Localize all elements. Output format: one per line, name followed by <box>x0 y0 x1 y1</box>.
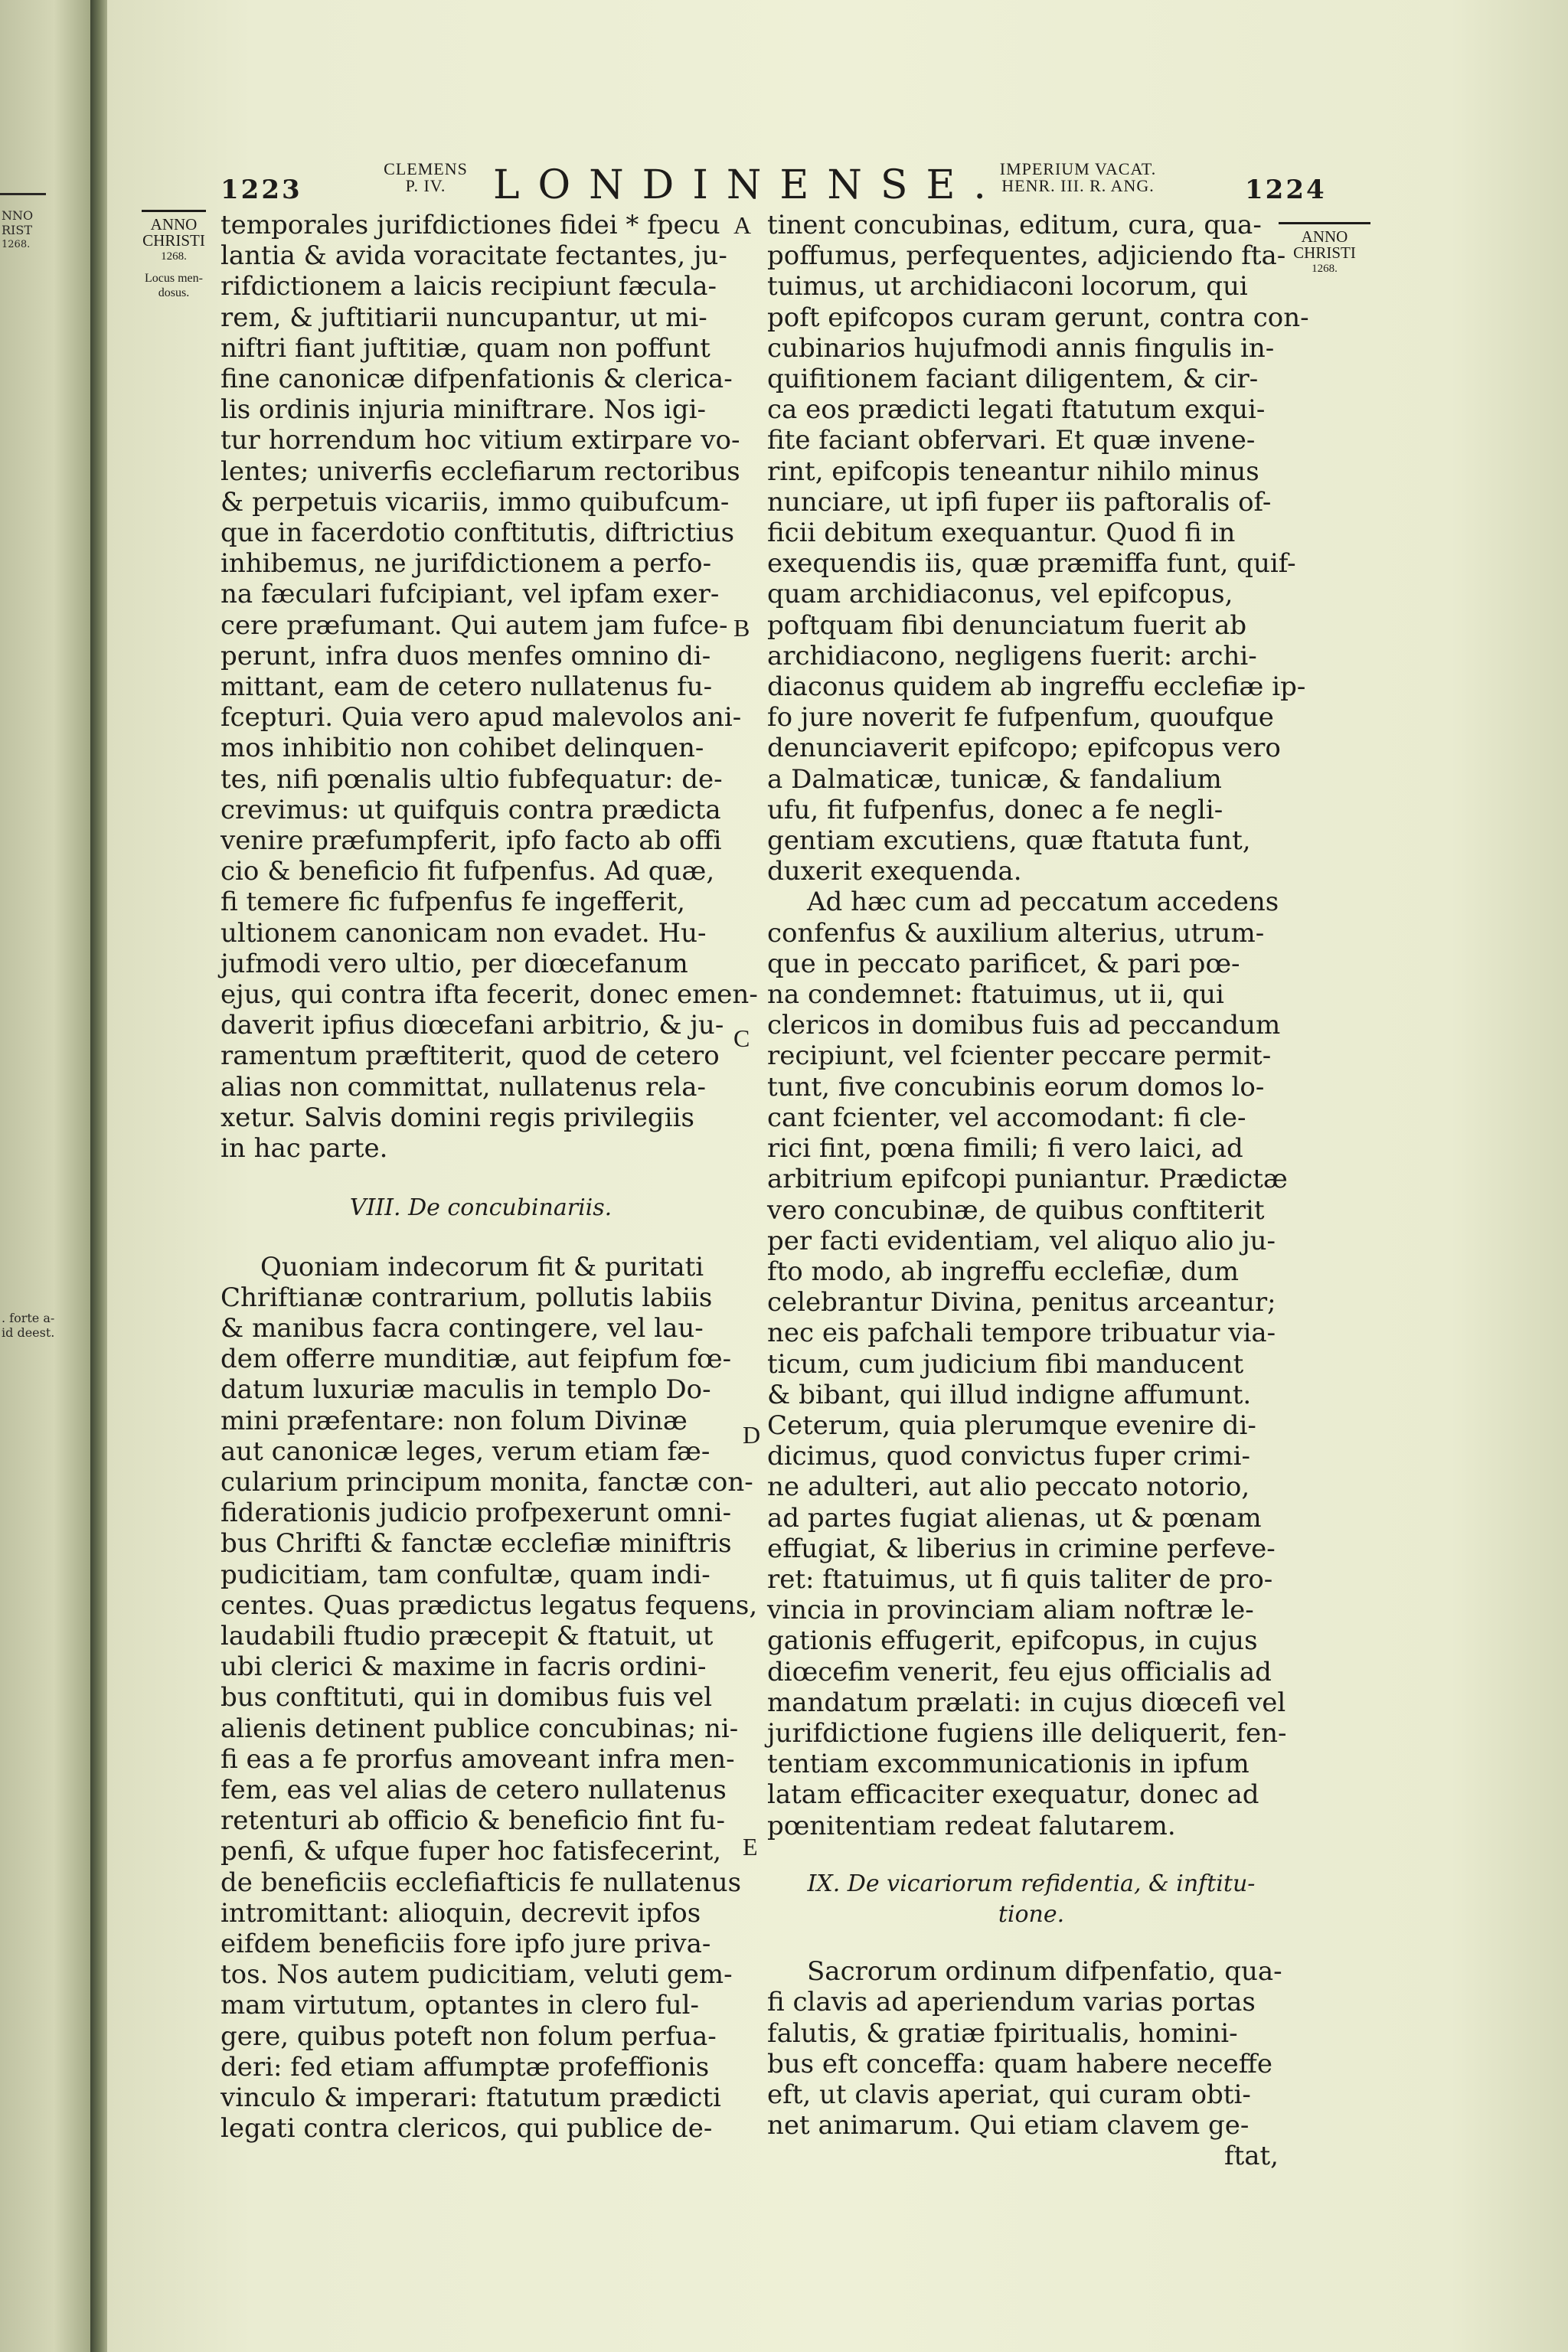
text-line: cubinarios hujufmodi annis fingulis in- <box>767 332 1275 364</box>
left-margin-anno <box>129 210 219 300</box>
text-line: centes. Quas prædictus legatus fequens, <box>220 1589 758 1621</box>
text-line: lentes; univerfis ecclefiarum rectoribus <box>220 456 740 487</box>
text-line: ticum, cum judicium fibi manducent <box>767 1348 1244 1380</box>
text-line: mittant, eam de cetero nullatenus fu- <box>220 671 713 703</box>
text-line: fo jure noverit fe fufpenfum, quoufque <box>767 702 1274 733</box>
text-line: quam archidiaconus, vel epifcopus, <box>767 579 1233 610</box>
prev-note-line: id deest. <box>2 1325 55 1340</box>
text-line: Ceterum, quia plerumque evenire di- <box>767 1410 1256 1441</box>
text-line: & bibant, qui illud indigne affumunt. <box>767 1379 1252 1410</box>
right-paragraph-1 <box>767 210 1309 887</box>
text-line: vinculo & imperari: ftatutum prædicti <box>220 2082 721 2113</box>
right-text-column <box>767 210 1309 2172</box>
text-line: net animarum. Qui etiam clavem ge- <box>767 2110 1250 2141</box>
text-line: inhibemus, ne jurifdictionem a perfo- <box>220 548 712 580</box>
text-line: gere, quibus poteft non folum perfua- <box>220 2020 717 2052</box>
catchword: ftat, <box>1224 2141 1279 2172</box>
section-letter-a: A <box>733 211 752 239</box>
text-line: ramentum præftiterit, quod de cetero <box>220 1040 720 1072</box>
text-line: fine canonicæ difpenfationis & clerica- <box>220 364 733 395</box>
text-line: cularium principum monita, fanctæ con- <box>220 1466 753 1498</box>
prev-note-line: RIST <box>2 223 32 237</box>
text-line: bus Chrifti & fanctæ ecclefiæ miniftris <box>220 1528 732 1560</box>
text-line: tuimus, ut archidiaconi locorum, qui <box>767 271 1248 302</box>
heading-line: tione. <box>998 1900 1065 1928</box>
previous-page-edge <box>0 0 90 2352</box>
text-line: penfi, & ufque fuper hoc fatisfecerint, <box>220 1836 722 1867</box>
text-line: diœcefim venerit, feu ejus officialis ad <box>767 1656 1272 1687</box>
text-line: fi temere fic fufpenfus fe ingefferit, <box>220 887 685 918</box>
text-line: poftquam fibi denunciatum fuerit ab <box>767 609 1247 641</box>
section-heading-viii: VIII. De concubinariis. <box>349 1194 612 1222</box>
text-line: tentiam excommunicationis in ipfum <box>767 1749 1250 1780</box>
margin-rule <box>0 193 46 195</box>
text-line: rici fint, pœna fimili; fi vero laici, ad <box>767 1133 1243 1165</box>
text-line: lantia & avida voracitate fectantes, ju- <box>220 240 727 272</box>
text-line: mam virtutum, optantes in clero ful- <box>220 1990 699 2021</box>
text-line: falutis, & gratiæ fpiritualis, homini- <box>767 2017 1238 2049</box>
running-head-line: CLEMENS <box>384 159 468 178</box>
text-line: vincia in provinciam aliam noftræ le- <box>767 1595 1254 1626</box>
text-line: tunt, five concubinis eorum domos lo- <box>767 1071 1265 1102</box>
christi-label: CHRISTI <box>142 231 205 250</box>
text-line: Sacrorum ordinum difpenfatio, qua- <box>807 1956 1282 1988</box>
text-line: de beneficiis ecclefiafticis fe nullatenus <box>220 1867 742 1898</box>
text-line: lis ordinis injuria miniftrare. Nos igi- <box>220 394 706 426</box>
text-line: na fæculari fufcipiant, vel ipfam exer- <box>220 579 720 610</box>
text-line: dem offerre munditiæ, aut feipfum fœ- <box>220 1344 732 1375</box>
text-line: eft, ut clavis aperiat, qui curam obti- <box>767 2079 1251 2110</box>
text-line: que in peccato parificet, & pari pœ- <box>767 948 1240 979</box>
text-line: fto modo, ab ingreffu ecclefiæ, dum <box>767 1256 1240 1287</box>
text-line: denunciaverit epifcopo; epifcopus vero <box>767 733 1281 764</box>
text-line: xetur. Salvis domini regis privilegiis <box>220 1102 694 1133</box>
text-line: deri: fed etiam affumptæ profeffionis <box>220 2051 710 2082</box>
left-paragraph-1 <box>220 210 758 1165</box>
section-letter-d: D <box>743 1421 761 1449</box>
text-line: legati contra clericos, qui publice de- <box>220 2113 713 2145</box>
margin-rule <box>142 210 206 212</box>
text-line: cere præfumant. Qui autem jam fufce- <box>220 609 728 641</box>
text-line: & manibus facra contingere, vel lau- <box>220 1312 704 1344</box>
page-title: LONDINENSE. <box>493 162 1004 208</box>
section-letter-c: C <box>733 1024 750 1052</box>
text-line: ficii debitum exequantur. Quod fi in <box>767 518 1236 549</box>
text-line: celebrantur Divina, penitus arceantur; <box>767 1287 1276 1318</box>
right-paragraph-3 <box>767 1956 1295 2141</box>
text-line: alias non committat, nullatenus rela- <box>220 1071 707 1102</box>
text-line: jufmodi vero ultio, per diœcefanum <box>220 948 688 979</box>
text-line: ufu, fit fufpenfus, donec a fe negli- <box>767 794 1223 825</box>
text-line: daverit ipfius diœcefani arbitrio, & ju- <box>220 1010 724 1041</box>
section-letter-b: B <box>733 614 750 642</box>
text-line: pudicitiam, tam confultæ, quam indi- <box>220 1559 710 1590</box>
text-line: perunt, infra duos menfes omnino di- <box>220 640 711 671</box>
text-line: laudabili ftudio præcepit & ftatuit, ut <box>220 1620 714 1651</box>
prev-note-line: 1268. <box>2 239 31 250</box>
running-head-line: IMPERIUM VACAT. <box>999 159 1157 178</box>
text-line: fcepturi. Quia vero apud malevolos ani- <box>220 702 742 733</box>
prev-note-line: . forte a- <box>2 1311 55 1325</box>
text-line: ejus, qui contra ifta fecerit, donec emen- <box>220 979 758 1011</box>
text-line: Ad hæc cum ad peccatum accedens <box>807 887 1279 918</box>
text-line: gationis effugerit, epifcopus, in cujus <box>767 1625 1258 1657</box>
text-line: poffumus, perfequentes, adjiciendo fta- <box>767 240 1286 272</box>
text-line: na condemnet: ftatuimus, ut ii, qui <box>767 979 1224 1011</box>
text-line: quifitionem faciant diligentem, & cir- <box>767 364 1259 395</box>
text-line: pœnitentiam redeat falutarem. <box>767 1810 1176 1841</box>
text-line: datum luxuriæ maculis in templo Do- <box>220 1374 711 1406</box>
anno-label: ANNO <box>1301 227 1348 246</box>
text-line: mandatum prælati: in cujus diœcefi vel <box>767 1687 1286 1718</box>
text-line: cio & beneficio fit fufpenfus. Ad quæ, <box>220 856 715 887</box>
text-line: tur horrendum hoc vitium extirpare vo- <box>220 425 740 456</box>
right-running-head <box>933 161 1223 194</box>
text-line: retenturi ab officio & beneficio fint fu- <box>220 1805 725 1837</box>
section-letter-e: E <box>743 1833 758 1860</box>
text-line: nec eis pafchali tempore tribuatur via- <box>767 1318 1276 1349</box>
text-line: nunciare, ut ipfi fuper iis paftoralis of- <box>767 486 1272 518</box>
text-line: archidiacono, negligens fuerit: archi- <box>767 640 1257 671</box>
text-line: fi clavis ad aperiendum varias portas <box>767 1987 1256 2018</box>
running-head-line: P. IV. <box>405 176 446 195</box>
text-line: rem, & juftitiarii nuncupantur, ut mi- <box>220 302 707 333</box>
text-line: dicimus, quod convictus fuper crimi- <box>767 1441 1251 1472</box>
text-line: vero concubinæ, de quibus conftiterit <box>767 1194 1265 1226</box>
text-line: venire præfumpferit, ipfo facto ab offi <box>220 825 722 857</box>
text-line: alienis detinent publice concubinas; ni- <box>220 1713 739 1744</box>
text-line: mini præfentare: non folum Divinæ <box>220 1405 688 1436</box>
text-line: niftri fiant juftitiæ, quam non poffunt <box>220 332 710 364</box>
text-line: rint, epifcopis teneantur nihilo minus <box>767 456 1259 487</box>
text-line: fem, eas vel alias de cetero nullatenus <box>220 1774 727 1805</box>
text-line: in hac parte. <box>220 1133 388 1165</box>
text-line: jurifdictione fugiens ille deliquerit, fen- <box>767 1717 1287 1749</box>
margin-note <box>129 271 219 300</box>
text-line: exequendis iis, quæ præmiffa funt, quif- <box>767 548 1296 580</box>
text-line: aut canonicæ leges, verum etiam fæ- <box>220 1436 710 1467</box>
year-label: 1268. <box>1312 263 1338 275</box>
text-line: tos. Nos autem pudicitiam, veluti gem- <box>220 1959 733 1991</box>
text-line: bus conftituti, qui in domibus fuis vel <box>220 1682 713 1713</box>
text-line: gentiam excutiens, quæ ftatuta funt, <box>767 825 1251 857</box>
text-line: ca eos prædicti legati ftatutum exqui- <box>767 394 1266 426</box>
book-gutter <box>90 0 107 2352</box>
prev-margin-note <box>2 1311 54 1340</box>
text-line: crevimus: ut quifquis contra prædicta <box>220 794 721 825</box>
anno-label: ANNO <box>150 215 198 234</box>
text-line: ubi clerici & maxime in facris ordini- <box>220 1651 707 1683</box>
text-line: ne adulteri, aut alio peccato notorio, <box>767 1472 1250 1503</box>
text-line: confenfus & auxilium alterius, utrum- <box>767 917 1265 949</box>
text-line: tinent concubinas, editum, cura, qua- <box>767 210 1262 240</box>
text-line: eifdem beneficiis fore ipfo jure priva- <box>220 1928 711 1959</box>
text-line: recipiunt, vel fcienter peccare permit- <box>767 1040 1272 1072</box>
running-head-line: HENR. III. R. ANG. <box>1001 176 1155 195</box>
text-line: Quoniam indecorum fit & puritati <box>260 1251 704 1282</box>
text-line: Chriftianæ contrarium, pollutis labiis <box>220 1282 713 1313</box>
text-line: duxerit exequenda. <box>767 856 1022 887</box>
text-line: diaconus quidem ab ingreffu ecclefiæ ip- <box>767 671 1306 703</box>
text-line: fi eas a fe prorfus amoveant infra men- <box>220 1743 735 1775</box>
section-heading-ix <box>767 1869 1295 1930</box>
right-paragraph-2 <box>767 887 1295 1841</box>
text-line: temporales jurifdictiones fidei * fpecu <box>220 210 720 240</box>
text-line: ret: ftatuimus, ut fi quis taliter de pro- <box>767 1563 1273 1595</box>
prev-margin-anno <box>2 208 33 252</box>
text-line: rifdictionem a laicis recipiunt fæcula- <box>220 271 717 302</box>
year-label: 1268. <box>161 250 187 263</box>
text-line: arbitrium epifcopi puniantur. Prædictæ <box>767 1164 1288 1195</box>
margin-note-line: Locus men- <box>145 272 203 285</box>
book-page <box>107 0 1568 2352</box>
margin-note-line: dosus. <box>158 286 190 299</box>
text-line: poft epifcopos curam gerunt, contra con- <box>767 302 1309 333</box>
text-line: que in facerdotio conftitutis, diftrictius <box>220 518 735 549</box>
text-line: cant fcienter, vel accomodant: fi cle- <box>767 1102 1246 1133</box>
text-line: effugiat, & liberius in crimine perfeve- <box>767 1533 1276 1564</box>
text-line: mos inhibitio non cohibet delinquen- <box>220 733 704 764</box>
left-text-column <box>220 210 758 2145</box>
text-line: bus eft conceffa: quam habere neceffe <box>767 2048 1273 2079</box>
right-page-number: 1224 <box>1245 175 1327 205</box>
text-line: intromittant: alioquin, decrevit ipfos <box>220 1897 701 1929</box>
text-line: ultionem canonicam non evadet. Hu- <box>220 917 707 949</box>
left-page-number: 1223 <box>220 175 302 205</box>
text-line: ad partes fugiat alienas, ut & pœnam <box>767 1502 1262 1534</box>
prev-note-line: NNO <box>2 208 34 223</box>
text-line: latam efficaciter exequatur, donec ad <box>767 1779 1259 1811</box>
christi-label: CHRISTI <box>1293 243 1356 262</box>
text-line: & perpetuis vicariis, immo quibufcum- <box>220 486 730 518</box>
text-line: fite faciant obfervari. Et quæ invene- <box>767 425 1256 456</box>
text-line: per facti evidentiam, vel aliquo alio ju- <box>767 1225 1276 1256</box>
text-line: tes, nifi pœnalis ultio fubfequatur: de- <box>220 763 723 795</box>
left-paragraph-2 <box>220 1251 758 2145</box>
heading-line: IX. De vicariorum refidentia, & inftitu- <box>807 1870 1256 1897</box>
left-running-head <box>334 161 518 194</box>
text-line: clericos in domibus fuis ad peccandum <box>767 1010 1281 1041</box>
text-line: a Dalmaticæ, tunicæ, & fandalium <box>767 763 1222 795</box>
text-line: fiderationis judicio profpexerunt omni- <box>220 1498 732 1529</box>
